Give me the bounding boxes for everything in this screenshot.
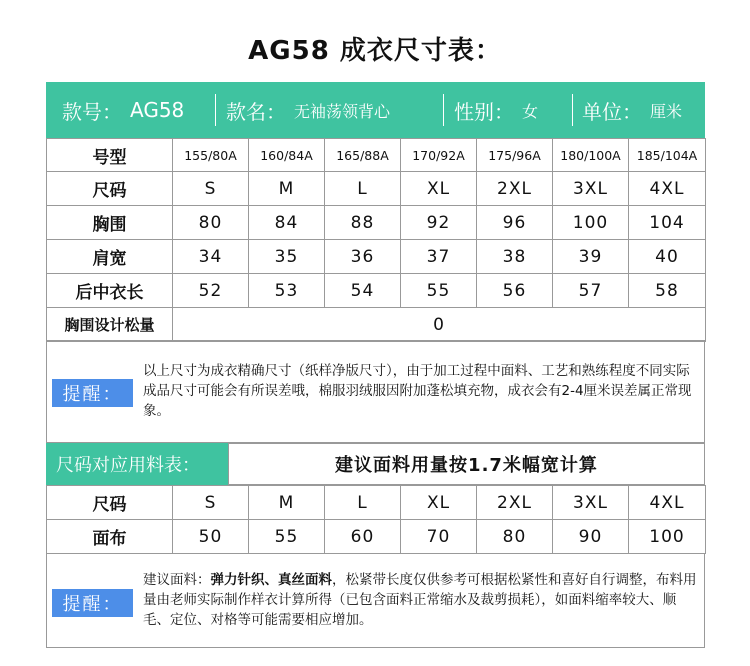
table-row <box>47 206 706 240</box>
item-name-value: 无袖荡领背心 <box>294 101 391 121</box>
chest-cell: 88 <box>325 206 401 240</box>
item-number-value: AG58 <box>130 98 185 122</box>
length-cell: 53 <box>249 274 325 308</box>
size-cell: S <box>173 486 249 520</box>
shoulder-cell: 40 <box>629 240 706 274</box>
length-cell: 52 <box>173 274 249 308</box>
size-cell: 2XL <box>477 486 553 520</box>
row-label: 尺码 <box>47 172 173 206</box>
size-cell: XL <box>401 486 477 520</box>
size-cell: M <box>249 172 325 206</box>
gender-value: 女 <box>522 101 539 121</box>
size-spec-cell: 160/84A <box>249 139 325 172</box>
row-label: 肩宽 <box>47 240 173 274</box>
shoulder-cell: 39 <box>553 240 629 274</box>
row-label: 尺码 <box>47 486 173 520</box>
fabric-amount-cell: 80 <box>477 520 553 554</box>
length-cell: 56 <box>477 274 553 308</box>
table-row <box>47 172 706 206</box>
page-title: AG58 成衣尺寸表： <box>248 36 502 66</box>
ease-label: 胸围设计松量 <box>47 308 173 342</box>
chest-cell: 84 <box>249 206 325 240</box>
row-label: 面布 <box>47 520 173 554</box>
unit-value: 厘米 <box>650 101 683 121</box>
size-spec-cell: 185/104A <box>629 139 706 172</box>
size-cell: L <box>325 172 401 206</box>
reminder-text: 以上尺寸为成衣精确尺寸（纸样净版尺寸），由于加工过程中面料、工艺和熟练程度不同实际成品尺寸可能会有所误差哦，棉服羽绒服因附加蓬松填充物，成衣会有2-4厘米误差属正常现象。 <box>143 363 692 419</box>
fabric-amount-cell: 50 <box>173 520 249 554</box>
table-row <box>47 308 706 342</box>
row-label: 后中衣长 <box>47 274 173 308</box>
table-row <box>47 486 706 520</box>
size-cell: 3XL <box>553 486 629 520</box>
size-table <box>46 138 706 342</box>
item-number: 款号： AG58 <box>62 98 185 124</box>
divider <box>443 94 444 126</box>
fabric-amount-cell: 90 <box>553 520 629 554</box>
divider <box>572 94 573 126</box>
size-cell: 4XL <box>629 486 706 520</box>
size-spec-cell: 170/92A <box>401 139 477 172</box>
divider <box>215 94 216 126</box>
item-name: 款名： 无袖荡领背心 <box>226 99 391 124</box>
info-bar <box>46 82 705 138</box>
shoulder-cell: 38 <box>477 240 553 274</box>
fabric-section-title: 尺码对应用料表： <box>46 443 228 485</box>
table-row <box>47 240 706 274</box>
size-cell: L <box>325 486 401 520</box>
size-cell: 4XL <box>629 172 706 206</box>
reminder-text: 建议面料：弹力针织、真丝面料，松紧带长度仅供参考可根据松紧性和喜好自行调整，布料用量由老师实际制作样衣计算所得（已包含面料正常缩水及裁剪损耗），如面料缩率较大、顺毛、定位、对格等可能需要相应增加。 <box>143 572 697 628</box>
length-cell: 57 <box>553 274 629 308</box>
fabric-table <box>46 485 706 554</box>
row-label: 号型 <box>47 139 173 172</box>
fabric-amount-cell: 60 <box>325 520 401 554</box>
chest-cell: 100 <box>553 206 629 240</box>
chest-cell: 92 <box>401 206 477 240</box>
size-spec-cell: 165/88A <box>325 139 401 172</box>
length-cell: 55 <box>401 274 477 308</box>
length-cell: 58 <box>629 274 706 308</box>
fabric-amount-cell: 70 <box>401 520 477 554</box>
unit: 单位： 厘米 <box>582 99 683 124</box>
table-row <box>47 274 706 308</box>
length-cell: 54 <box>325 274 401 308</box>
recommended-fabric: 弹力针织、真丝面料 <box>210 572 332 588</box>
chest-cell: 104 <box>629 206 706 240</box>
fabric-amount-cell: 55 <box>249 520 325 554</box>
gender: 性别： 女 <box>454 99 539 124</box>
shoulder-cell: 37 <box>401 240 477 274</box>
size-cell: M <box>249 486 325 520</box>
table-row <box>47 520 706 554</box>
size-cell: XL <box>401 172 477 206</box>
size-cell: S <box>173 172 249 206</box>
size-spec-cell: 180/100A <box>553 139 629 172</box>
fabric-amount-cell: 100 <box>629 520 706 554</box>
shoulder-cell: 34 <box>173 240 249 274</box>
size-spec-cell: 155/80A <box>173 139 249 172</box>
size-cell: 3XL <box>553 172 629 206</box>
reminder-badge: 提醒： <box>52 589 133 617</box>
table-row <box>47 139 706 172</box>
chest-cell: 80 <box>173 206 249 240</box>
shoulder-cell: 35 <box>249 240 325 274</box>
size-cell: 2XL <box>477 172 553 206</box>
ease-value: 0 <box>173 308 706 342</box>
chest-cell: 96 <box>477 206 553 240</box>
size-spec-cell: 175/96A <box>477 139 553 172</box>
row-label: 胸围 <box>47 206 173 240</box>
reminder-badge: 提醒： <box>52 379 133 407</box>
fabric-section-subtitle: 建议面料用量按1.7米幅宽计算 <box>228 443 705 485</box>
shoulder-cell: 36 <box>325 240 401 274</box>
